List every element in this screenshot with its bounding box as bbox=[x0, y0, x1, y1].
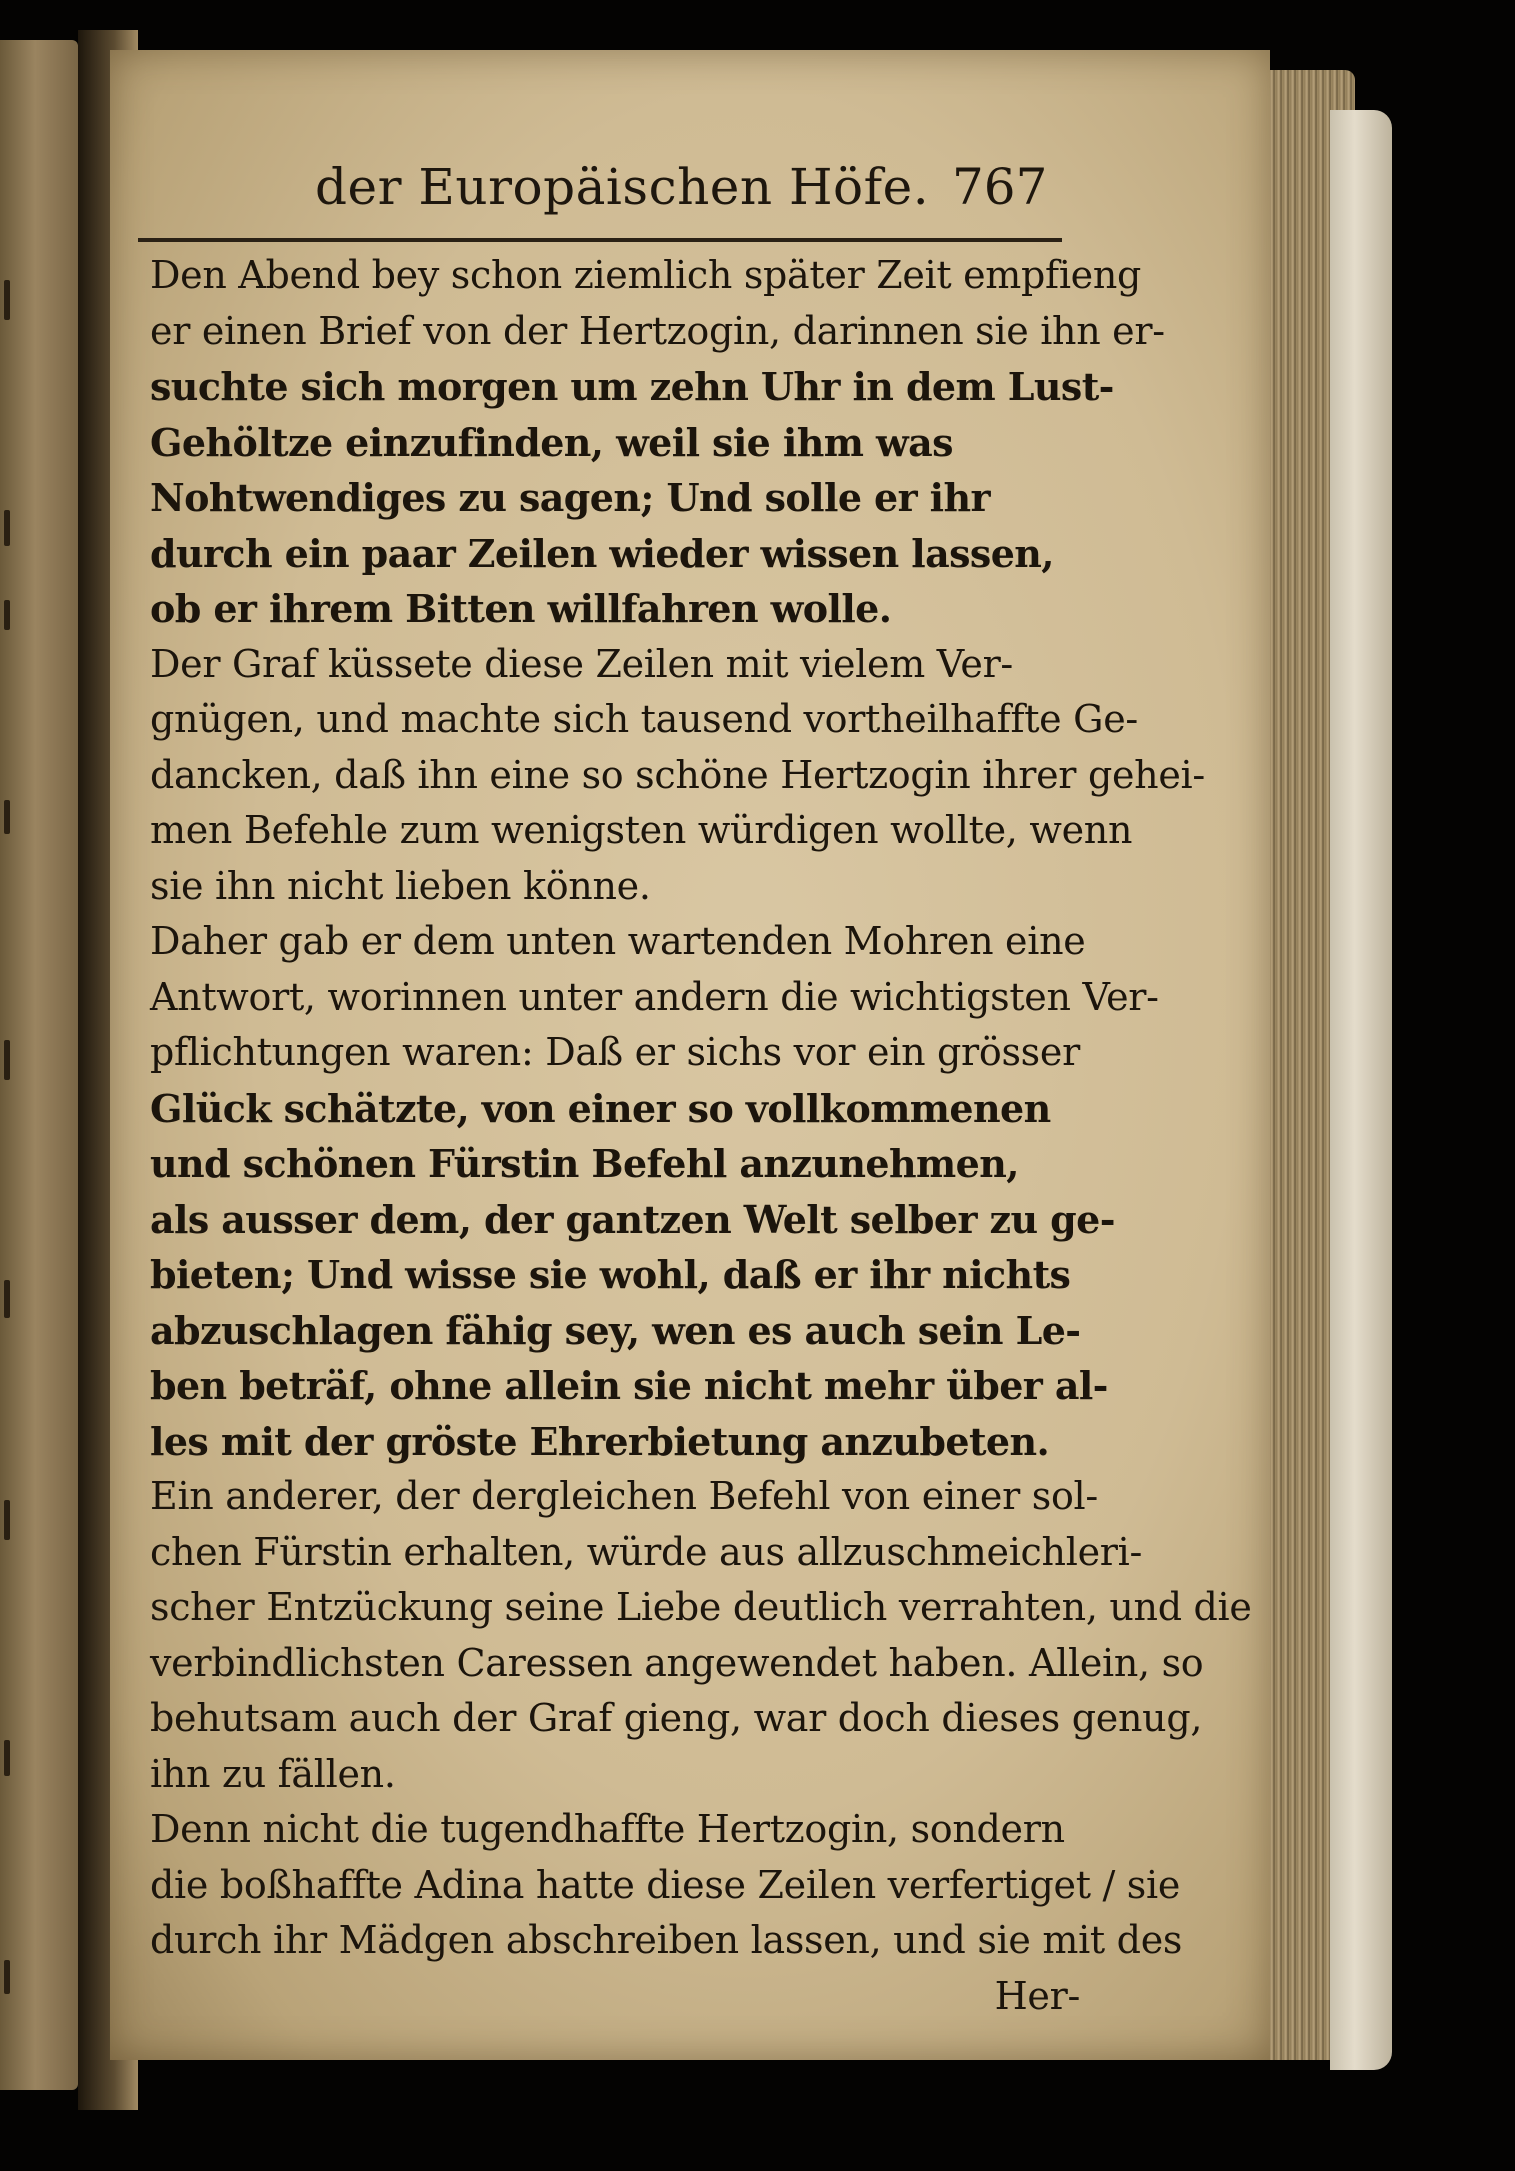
text-line: durch ihr Mädgen abschreiben lassen, und sie mit des bbox=[150, 1918, 1183, 1962]
previous-page-mark bbox=[4, 800, 10, 834]
previous-page-mark bbox=[4, 1040, 10, 1080]
previous-page-mark bbox=[4, 1740, 10, 1776]
text-line: ob er ihrem Bitten willfahren wolle. bbox=[150, 586, 892, 631]
text-line: die boßhaffte Adina hatte diese Zeilen verfertiget / sie bbox=[150, 1862, 1181, 1907]
text-line: behutsam auch der Graf gieng, war doch dieses genug, bbox=[150, 1696, 1203, 1740]
body-text bbox=[150, 248, 1252, 2024]
text-line: les mit der gröste Ehrerbietung anzubeten. bbox=[150, 1418, 1050, 1464]
text-line: scher Entzückung seine Liebe deutlich verrahten, und die bbox=[150, 1585, 1252, 1629]
text-line: pflichtungen waren: Daß er sichs vor ein grösser bbox=[150, 1030, 1080, 1074]
text-line: Denn nicht die tugendhaffte Hertzogin, sondern bbox=[150, 1807, 1065, 1851]
text-line: und schönen Fürstin Befehl anzunehmen, bbox=[150, 1141, 1019, 1186]
text-line: sie ihn nicht lieben könne. bbox=[150, 863, 651, 908]
previous-page-mark bbox=[4, 510, 10, 546]
header-rule bbox=[138, 238, 1062, 242]
text-line: Daher gab er dem unten wartenden Mohren eine bbox=[150, 919, 1086, 963]
previous-page-mark bbox=[4, 1280, 10, 1318]
text-line: Antwort, worinnen unter andern die wichtigsten Ver- bbox=[150, 974, 1159, 1019]
text-line: Ein anderer, der dergleichen Befehl von einer sol- bbox=[150, 1474, 1098, 1518]
catchword: Her- bbox=[994, 1973, 1080, 2018]
previous-page-mark bbox=[4, 1960, 10, 1994]
book-cover bbox=[1330, 110, 1392, 2070]
text-line: Den Abend bey schon ziemlich später Zeit empfieng bbox=[150, 253, 1142, 297]
text-line: bieten; Und wisse sie wohl, daß er ihr nichts bbox=[150, 1252, 1071, 1297]
text-line: verbindlichsten Caressen angewendet haben. Allein, so bbox=[150, 1640, 1204, 1685]
text-line: als ausser dem, der gantzen Welt selber zu ge- bbox=[150, 1196, 1115, 1242]
text-line: ben beträf, ohne allein sie nicht mehr über al- bbox=[150, 1363, 1108, 1408]
text-line: er einen Brief von der Hertzogin, darinnen sie ihn er- bbox=[150, 308, 1165, 353]
text-line: abzuschlagen fähig sey, wen es auch sein Le- bbox=[150, 1307, 1081, 1353]
text-line: Nohtwendiges zu sagen; Und solle er ihr bbox=[150, 475, 990, 520]
text-line: Der Graf küssete diese Zeilen mit vielem Ver- bbox=[150, 641, 1013, 686]
text-line: suchte sich morgen um zehn Uhr in dem Lust- bbox=[150, 364, 1114, 409]
previous-page-edge bbox=[0, 40, 78, 2090]
text-line: chen Fürstin erhalten, würde aus allzuschmeichleri- bbox=[150, 1529, 1143, 1574]
page-number: 767 bbox=[952, 158, 1048, 216]
text-line: durch ein paar Zeilen wieder wissen lassen, bbox=[150, 530, 1054, 576]
previous-page-mark bbox=[4, 600, 10, 630]
running-head bbox=[200, 150, 1100, 230]
text-line: ihn zu fällen. bbox=[150, 1751, 396, 1796]
running-head-title: der Europäischen Höfe. bbox=[315, 158, 930, 216]
text-line: Glück schätzte, von einer so vollkommenen bbox=[150, 1085, 1051, 1131]
text-line: Gehöltze einzufinden, weil sie ihm was bbox=[150, 419, 953, 465]
previous-page-mark bbox=[4, 280, 10, 320]
text-line: gnügen, und machte sich tausend vortheilhaffte Ge- bbox=[150, 697, 1138, 741]
text-line: men Befehle zum wenigsten würdigen wollte, wenn bbox=[150, 808, 1133, 852]
previous-page-mark bbox=[4, 1500, 10, 1540]
text-line: dancken, daß ihn eine so schöne Hertzogin ihrer gehei- bbox=[150, 752, 1205, 797]
